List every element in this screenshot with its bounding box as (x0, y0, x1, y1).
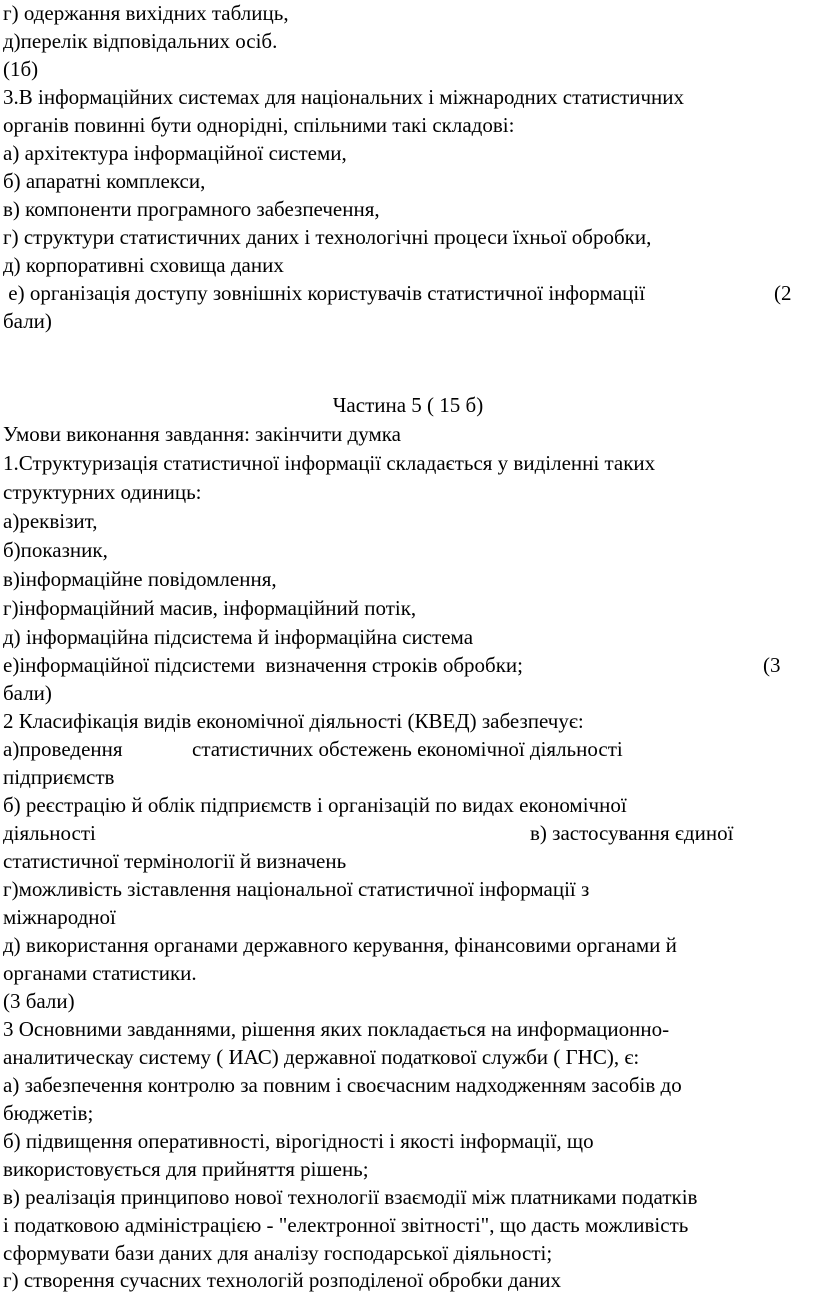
text-line: д) корпоративні сховища даних (3, 253, 284, 277)
points-marker: (3 (763, 653, 781, 677)
text-line: б) реєстрацію й облік підприємств і організацій по видах економічної (3, 793, 627, 817)
text-line: д) використання органами державного керування, фінансовими органами й (3, 933, 677, 957)
text-line: г)можливість зіставлення національної статистичної інформації з (3, 877, 590, 901)
text-line: г)інформаційний масив, інформаційний потік, (3, 596, 417, 620)
text-line: е) організація доступу зовнішніх користувачів статистичної інформації (3, 281, 646, 305)
points-marker: (2 (774, 281, 792, 305)
text-line: г) структури статистичних даних і технологічні процеси їхньої обробки, (3, 225, 652, 249)
text-line: бюджетів; (3, 1101, 94, 1125)
text-line: 3 Основними завданнями, рішення яких покладається на информационно- (3, 1017, 670, 1041)
text-line: а) архітектура інформаційної системи, (3, 141, 347, 165)
text-line: а)проведення (3, 737, 123, 761)
text-line: (3 бали) (3, 989, 75, 1013)
text-line: сформувати бази даних для аналізу господарської діяльності; (3, 1241, 553, 1265)
text-line: а) забезпечення контролю за повним і своєчасним надходженням засобів до (3, 1073, 682, 1097)
text-line: г) створення сучасних технологій розподіленої обробки даних (3, 1268, 562, 1292)
text-line: органами статистики. (3, 961, 197, 985)
text-line: бали) (3, 309, 52, 333)
text-line: структурних одиниць: (3, 480, 202, 504)
text-line: б) підвищення оперативності, вірогідності і якості інформації, що (3, 1129, 594, 1153)
text-line: діяльності (3, 821, 96, 845)
text-line: аналитическау систему ( ИАС) державної податкової служби ( ГНС), є: (3, 1045, 640, 1069)
text-line: д) інформаційна підсистема й інформаційна система (3, 625, 474, 649)
text-line: в)інформаційне повідомлення, (3, 567, 277, 591)
text-line-continuation: в) застосування єдиної (530, 821, 734, 845)
text-line: а)реквізит, (3, 509, 98, 533)
section-heading: Частина 5 ( 15 б) (332, 393, 484, 417)
text-line: б) апаратні комплекси, (3, 169, 206, 193)
text-line: в) реалізація принципово нової технології взаємодії між платниками податків (3, 1185, 698, 1209)
text-line: підприємств (3, 765, 115, 789)
text-line: бали) (3, 681, 52, 705)
text-line: г) одержання вихідних таблиць, (3, 1, 289, 25)
text-line: д)перелік відповідальних осіб. (3, 29, 278, 53)
text-line: Умови виконання завдання: закінчити думка (3, 422, 401, 446)
text-line: і податковою адміністрацією - "електронної звітності", що дасть можливість (3, 1213, 689, 1237)
text-line: міжнародної (3, 905, 116, 929)
text-line: е)інформаційної підсистеми визначення строків обробки; (3, 653, 523, 677)
text-line: б)показник, (3, 538, 108, 562)
text-line: 1.Структуризація статистичної інформації складається у виділенні таких (3, 451, 656, 475)
text-line: в) компоненти програмного забезпечення, (3, 197, 380, 221)
text-line-continuation: статистичних обстежень економічної діяльності (192, 737, 623, 761)
text-line: 3.В інформаційних системах для національних і міжнародних статистичних (3, 85, 685, 109)
text-line: використовується для прийняття рішень; (3, 1157, 369, 1181)
text-line: 2 Класифікація видів економічної діяльності (КВЕД) забезпечує: (3, 709, 584, 733)
text-line: (1б) (3, 57, 39, 81)
text-line: статистичної термінології й визначень (3, 849, 347, 873)
text-line: органів повинні бути однорідні, спільними такі складові: (3, 113, 515, 137)
